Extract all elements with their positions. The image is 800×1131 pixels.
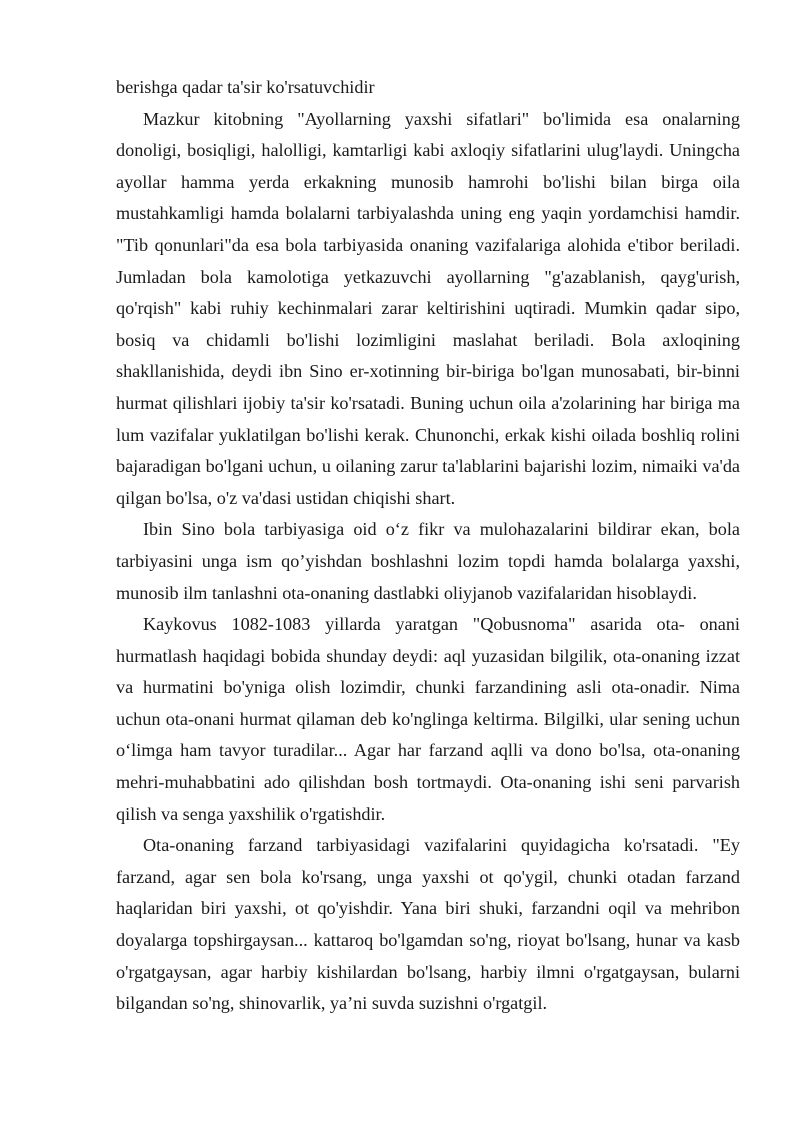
paragraph-ayollarning-sifatlari: Mazkur kitobning "Ayollarning yaxshi sifatlari" bo'limida esa onalarning donoligi, bosiqligi, halolligi, kamtarligi kabi axloqiy sifatlarini ulug'laydi. Uningcha ayollar hamma yerda erkakning munosib hamrohi bo'lishi bilan birga oila mustahkamligi hamda bolalarni tarbiyalashda uning eng yaqin yordamchisi hamdir. "Tib qonunlari"da esa bola tarbiyasida onaning vazifalariga alohida e'tibor beriladi. Jumladan bola kamolotiga yetkazuvchi ayollarning "g'azablanish, qayg'urish, qo'rqish" kabi ruhiy kechinmalari zarar keltirishini uqtiradi. Mumkin qadar sipo, bosiq va chidamli bo'lishi lozimligini maslahat beriladi. Bola axloqining shakllanishida, deydi ibn Sino er-xotinning bir-biriga bo'lgan munosabati, bir-binni hurmat qilishlari ijobiy ta'sir ko'rsatadi. Buning uchun oila a'zolarining har biriga ma lum vazifalar yuklatilgan bo'lishi kerak. Chunonchi, erkak kishi oilada boshliq rolini bajaradigan bo'lgani uchun, u oilaning zarur ta'lablarini bajarishi lozim, nimaiki va'da qilgan bo'lsa, o'z va'dasi ustidan chiqishi shart. (116, 108, 740, 508)
paragraph-continuation: berishga qadar ta'sir ko'rsatuvchidir (116, 77, 375, 97)
paragraph-kaykovus: Kaykovus 1082-1083 yillarda yaratgan "Qobusnoma" asarida ota- onani hurmatlash haqidagi bobida shunday deydi: aql yuzasidan bilgilik, ota-onaning izzat va hurmatini bo'yniga olish lozimdir, chunki farzandining asli ota-onadir. Nima uchun ota-onani hurmat qilaman deb ko'nglinga keltirma. Bilgilki, ular sening uchun o‘limga ham tavyor turadilar... Agar har farzand aqlli va dono bo'lsa, ota-onaning mehri-muhabbatini ado qilishdan bosh tortmaydi. Ota-onaning ishi seni parvarish qilish va senga yaxshilik o'rgatishdir. (116, 614, 740, 824)
paragraph-ibn-sino: Ibin Sino bola tarbiyasiga oid o‘z fikr va mulohazalarini bildirar ekan, bola tarbiyasini unga ism qo’yishdan boshlashni lozim topdi hamda bolalarga yaxshi, munosib ilm tanlashni ota-onaning dastlabki oliyjanob vazifalaridan hisoblaydi. (116, 519, 740, 603)
paragraph-ota-ona-vazifalari: Ota-onaning farzand tarbiyasidagi vazifalarini quyidagicha ko'rsatadi. "Ey farzand, agar sen bola ko'rsang, unga yaxshi ot qo'ygil, chunki otadan farzand haqlaridan biri yaxshi, ot qo'yishdir. Yana biri shuki, farzandni oqil va mehribon doyalarga topshirgaysan... kattaroq bo'lgamdan so'ng, rioyat bo'lsang, hunar va kasb o'rgatgaysan, agar harbiy kishilardan bo'lsang, harbiy ilmni o'rgatgaysan, bularni bilgandan so'ng, shinovarlik, ya’ni suvda suzishni o'rgatgil. (116, 835, 740, 1014)
document-page (116, 72, 740, 1020)
